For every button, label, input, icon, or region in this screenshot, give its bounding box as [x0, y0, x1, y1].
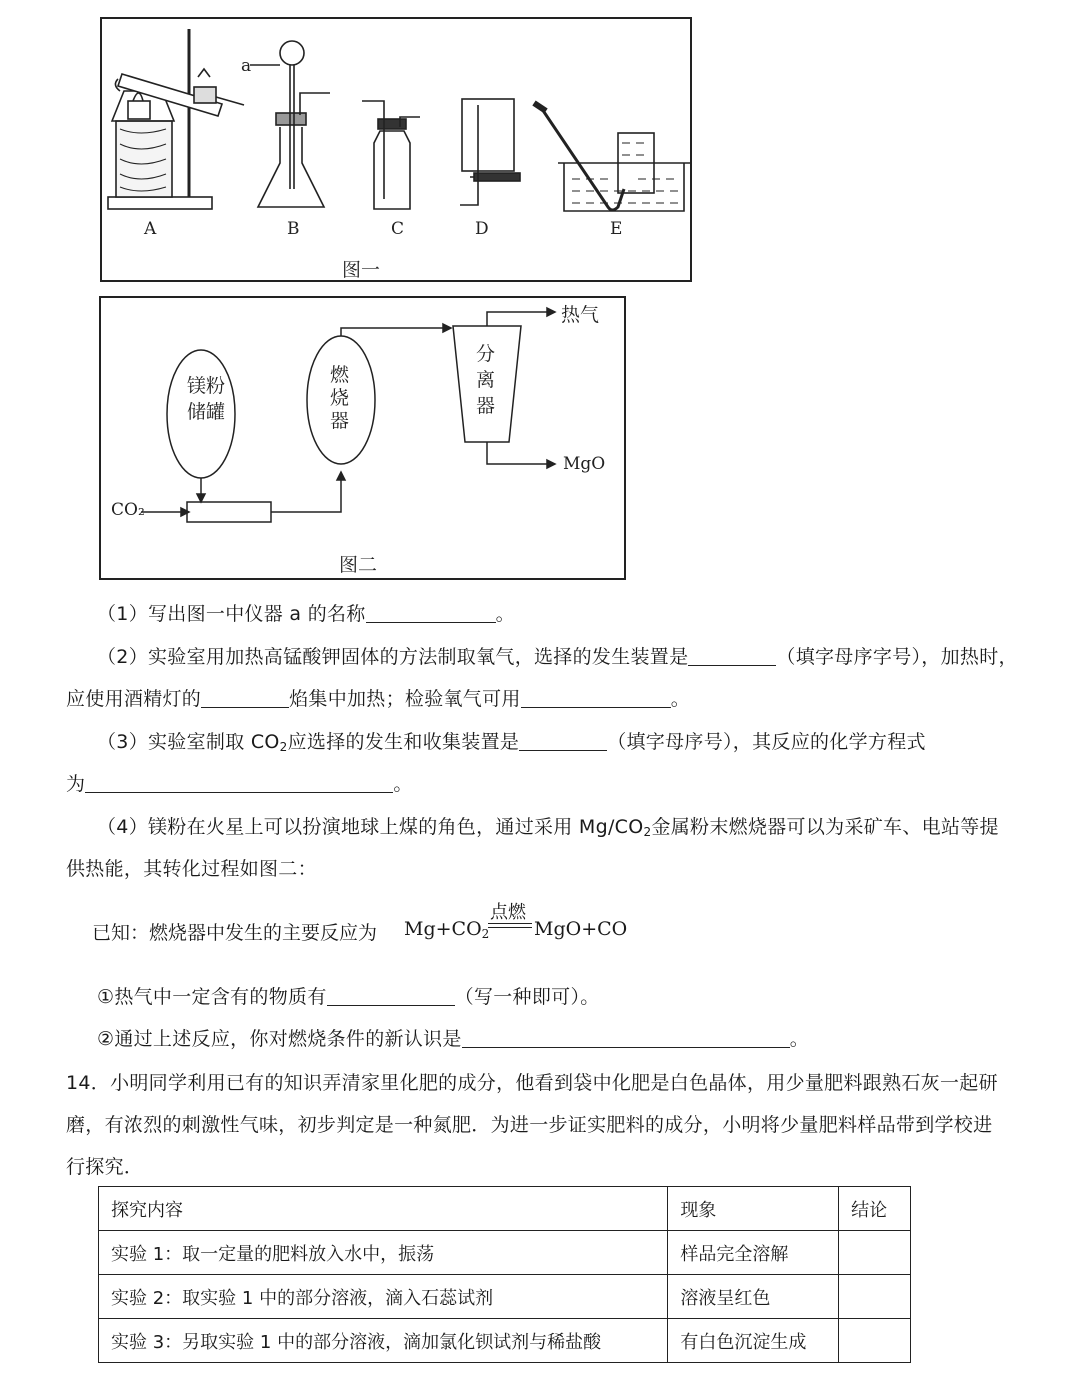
question-4-sub1	[97, 985, 600, 1009]
conclusion-cell[interactable]	[839, 1275, 911, 1319]
q3-text-a: （3）实验室制取 CO	[97, 731, 280, 753]
table-cell: 溶液呈红色	[668, 1275, 839, 1319]
q3-text-d: 为	[66, 773, 86, 795]
conclusion-cell[interactable]	[839, 1319, 911, 1363]
label-c-apparatus: C	[391, 219, 405, 239]
q4-sub2-text: ②通过上述反应，你对燃烧条件的新认识是	[97, 1028, 462, 1050]
q2-test-blank[interactable]	[521, 689, 671, 708]
table-row	[99, 1231, 911, 1275]
q3-device-blank[interactable]	[519, 732, 607, 751]
process-flow-diagram	[101, 298, 624, 578]
q4-sub2-end: 。	[789, 1028, 810, 1050]
label-e-apparatus: E	[610, 219, 623, 239]
hot-gas-label: 热气	[561, 305, 600, 326]
storage-tank-label-line1: 镁粉	[187, 376, 226, 397]
label-b-apparatus: B	[287, 219, 300, 239]
q3-text-c: （填字母序号），其反应的化学方程式	[607, 731, 926, 753]
equation-equals-sign	[488, 923, 532, 928]
question-14-line1	[66, 1071, 998, 1095]
q4-subscript: 2	[643, 825, 652, 839]
q4-sub2-blank[interactable]	[462, 1029, 790, 1048]
q2-device-blank[interactable]	[688, 647, 776, 666]
question-4-line1	[97, 815, 999, 839]
table-cell: 实验 2：取实验 1 中的部分溶液，滴入石蕊试剂	[99, 1275, 668, 1319]
question-2-line2	[66, 687, 690, 711]
question-1	[97, 602, 515, 626]
co2-input-label: CO₂	[111, 500, 145, 520]
q4-sub1-blank[interactable]	[327, 987, 455, 1006]
burner-label	[330, 364, 349, 433]
apparatus-c-gas-bottle	[362, 101, 420, 209]
table-cell: 实验 1：取一定量的肥料放入水中，振荡	[99, 1231, 668, 1275]
question-2-line1	[97, 645, 1018, 669]
q2-text-c: 应使用酒精灯的	[66, 688, 202, 710]
equation-intro: 已知：燃烧器中发生的主要反应为	[92, 922, 378, 944]
q4-text-a: （4）镁粉在火星上可以扮演地球上煤的角色，通过采用 Mg/CO	[97, 816, 644, 838]
question-3-line2	[66, 772, 413, 796]
equation-right: MgO+CO	[534, 918, 628, 940]
q2-text-d: 焰集中加热；检验氧气可用	[289, 688, 521, 710]
q4-sub1-text: ①热气中一定含有的物质有	[97, 986, 327, 1008]
q3-equation-blank[interactable]	[85, 774, 393, 793]
figure-2	[99, 296, 626, 580]
burner-label-char1: 燃	[330, 365, 350, 386]
q1-answer-blank[interactable]	[366, 604, 496, 623]
q4-text-b: 金属粉末燃烧器可以为采矿车、电站等提	[651, 816, 999, 838]
apparatus-b-flask-funnel	[250, 41, 330, 207]
table-header: 现象	[668, 1187, 839, 1231]
equation-condition: 点燃	[490, 902, 526, 923]
q14-text-2: 磨，有浓烈的刺激性气味，初步判定是一种氮肥．为进一步证实肥料的成分，小明将少量肥料样品带到学校进	[66, 1114, 993, 1136]
question-3-line1	[97, 730, 926, 754]
q4-text-c: 供热能，其转化过程如图二：	[66, 858, 317, 880]
table-cell: 实验 3：另取实验 1 中的部分溶液，滴加氯化钡试剂与稀盐酸	[99, 1319, 668, 1363]
separator-label-char1: 分	[476, 344, 496, 365]
question-14-line3	[66, 1155, 143, 1179]
figure-2-caption: 图二	[339, 555, 378, 576]
conclusion-cell[interactable]	[839, 1231, 911, 1275]
separator-label	[476, 342, 495, 420]
burner-label-char3: 器	[330, 411, 350, 432]
table-cell: 样品完全溶解	[668, 1231, 839, 1275]
label-a-instrument: a	[241, 56, 252, 76]
question-4-sub2	[97, 1027, 809, 1051]
separator-label-char3: 器	[476, 396, 496, 417]
equation-left-text: Mg+CO	[404, 918, 482, 940]
q3-text-b: 应选择的发生和收集装置是	[287, 731, 520, 753]
mgo-product-label: MgO	[563, 454, 606, 474]
burner-label-char2: 烧	[330, 388, 350, 409]
apparatus-d-inverted-bottle	[460, 99, 520, 205]
storage-tank-label	[187, 374, 225, 426]
table-cell: 有白色沉淀生成	[668, 1319, 839, 1363]
apparatus-e-water-trough	[534, 103, 690, 211]
q14-text-3: 行探究．	[66, 1156, 144, 1178]
mixer-box	[187, 502, 271, 522]
figure-1	[100, 17, 692, 282]
q2-text-a: （2）实验室用加热高锰酸钾固体的方法制取氧气，选择的发生装置是	[97, 646, 689, 668]
question-14-line2	[66, 1113, 992, 1137]
q1-text: （1）写出图一中仪器 a 的名称	[97, 603, 366, 625]
equation-left-sub: 2	[481, 927, 490, 941]
q2-flame-blank[interactable]	[201, 689, 289, 708]
table-header-row	[99, 1187, 911, 1231]
q3-text-e: 。	[393, 773, 413, 795]
apparatus-a-heating-stand	[108, 29, 244, 209]
q2-text-e: 。	[670, 688, 691, 710]
label-d-apparatus: D	[475, 219, 489, 239]
q2-text-b: （填字母序字号），加热时，	[776, 646, 1018, 668]
q14-text-1: 14．小明同学利用已有的知识弄清家里化肥的成分，他看到袋中化肥是白色晶体，用少量肥料跟熟石灰一起研	[66, 1072, 998, 1094]
separator-label-char2: 离	[476, 370, 496, 391]
label-a-apparatus: A	[144, 219, 157, 239]
table-header: 探究内容	[99, 1187, 668, 1231]
q4-sub1-end: （写一种即可）。	[454, 986, 600, 1008]
q1-end: 。	[495, 603, 515, 625]
q3-subscript: 2	[279, 740, 288, 754]
table-header: 结论	[839, 1187, 911, 1231]
question-4-line2	[66, 857, 317, 881]
experiment-table	[98, 1186, 911, 1363]
table-row	[99, 1319, 911, 1363]
figure-1-caption: 图一	[342, 260, 381, 281]
lab-apparatus-drawing	[102, 19, 690, 280]
storage-tank-label-line2: 储罐	[187, 402, 226, 423]
table-row	[99, 1275, 911, 1319]
equation-left	[404, 918, 489, 940]
